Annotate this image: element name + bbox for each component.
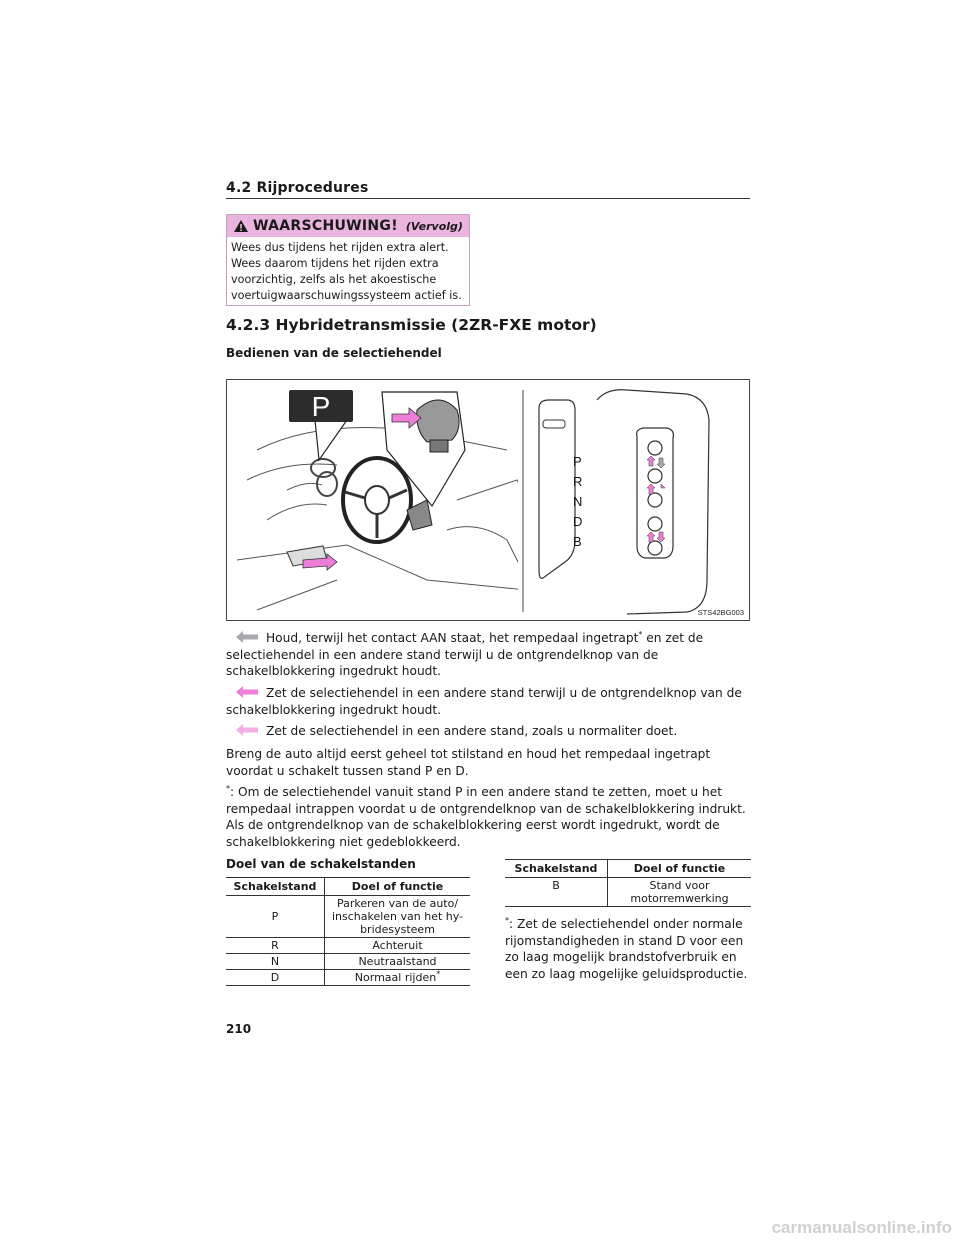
footnote-marker: * xyxy=(638,629,643,639)
paragraph-1-text: Houd, terwijl het contact AAN staat, het rempedaal ingetrapt xyxy=(266,631,639,645)
warning-subtitle: (Vervolg) xyxy=(405,219,463,233)
shift-positions-table xyxy=(226,877,470,986)
gate-label-b: B xyxy=(573,534,582,549)
warning-title: WAARSCHUWING! xyxy=(253,218,398,234)
table-row xyxy=(226,938,470,954)
paragraph-2-text: Zet de selectiehendel in een andere stand terwijl u de ontgrendelknop van de schakelblokkering ingedrukt houdt. xyxy=(226,686,742,717)
right-footnote-text: : Zet de selectiehendel onder normale rijomstandigheden in stand D voor een zo laag mogelijk brandstofverbruik en een zo laag mogelijke geluidsproductie. xyxy=(505,917,748,981)
warning-text: Wees dus tijdens het rijden extra alert. Wees daarom tijdens het rijden extra voorzichtig, zelfs als het akoestische voertuigwaarschuwingssysteem actief is. xyxy=(231,241,462,302)
column-header-function: Doel of functie xyxy=(325,878,471,896)
cell-function: Stand voor motorremwerking xyxy=(608,878,752,907)
park-badge-label: P xyxy=(311,391,331,422)
paragraph-3-text: Zet de selectiehendel in een andere stand, zoals u normaliter doet. xyxy=(266,724,678,738)
gate-label-n: N xyxy=(573,494,583,509)
warning-box xyxy=(226,214,470,306)
shift-lever-illustration xyxy=(227,380,749,620)
page-number: 210 xyxy=(226,1022,252,1036)
paragraph-1-continued: en zet de selectiehendel in een andere stand terwijl u de ontgrendelknop van de schakelblokkering ingedrukt houdt. xyxy=(226,631,704,678)
section-header: 4.2 Rijprocedures xyxy=(226,180,369,196)
warning-triangle-icon xyxy=(233,219,249,233)
table-row xyxy=(505,878,751,907)
footnote-marker: * xyxy=(505,915,509,925)
table-header-row xyxy=(226,878,470,896)
paragraph-pink-arrow xyxy=(226,723,756,740)
column-header-function: Doel of functie xyxy=(608,860,752,878)
warning-header xyxy=(227,215,469,237)
sub-heading: Bedienen van de selectiehendel xyxy=(226,346,442,360)
table-header-row xyxy=(505,860,751,878)
header-divider xyxy=(226,198,750,199)
cell-function: Parkeren van de auto/ inschakelen van het hy-bridesysteem xyxy=(325,896,471,938)
gate-label-p: P xyxy=(573,454,582,469)
column-header-position: Schakelstand xyxy=(505,860,608,878)
cell-function-text: Normaal rijden xyxy=(354,971,437,984)
table-row xyxy=(226,896,470,938)
cell-position: P xyxy=(226,896,325,938)
gate-label-r: R xyxy=(573,474,583,489)
cell-position: B xyxy=(505,878,608,907)
column-header-position: Schakelstand xyxy=(226,878,325,896)
shift-positions-table-continued xyxy=(505,859,751,907)
paragraph-gray-arrow xyxy=(226,630,756,680)
footnote-text: : Om de selectiehendel vanuit stand P in een andere stand te zetten, moet u het rempedaal intrappen voordat u de ontgrendelknop van de schakelblokkering indrukt. Als de ontgrendelknop van de schakelblokkering eerst wordt ingedrukt, wordt de schakelblokkering niet gedeblokkeerd. xyxy=(226,785,746,849)
right-footnote xyxy=(505,916,755,982)
cell-function: Neutraalstand xyxy=(325,954,471,970)
footnote-marker: * xyxy=(226,783,230,793)
paragraph-stop-note: Breng de auto altijd eerst geheel tot stilstand en houd het rempedaal ingetrapt voordat u schakelt tussen stand P en D. xyxy=(226,747,711,778)
gray-arrow-icon xyxy=(236,631,258,643)
cell-position: D xyxy=(226,970,325,986)
gate-label-d: D xyxy=(573,514,583,529)
watermark: carmanualsonline.info xyxy=(771,1218,952,1237)
paragraph-magenta-arrow xyxy=(226,685,756,718)
cell-position: R xyxy=(226,938,325,954)
table-row xyxy=(226,954,470,970)
table-row xyxy=(226,970,470,986)
table-heading: Doel van de schakelstanden xyxy=(226,857,416,871)
footnote-paragraph xyxy=(226,784,756,850)
magenta-arrow-icon xyxy=(236,686,258,698)
pink-arrow-icon xyxy=(236,724,258,736)
cell-position: N xyxy=(226,954,325,970)
subsection-title: 4.2.3 Hybridetransmissie (2ZR-FXE motor) xyxy=(226,316,597,334)
figure-code: STS42BG003 xyxy=(697,608,744,617)
footnote-marker: * xyxy=(436,969,441,979)
cell-function: Achteruit xyxy=(325,938,471,954)
cell-function xyxy=(325,970,471,986)
shift-lever-figure xyxy=(226,379,750,621)
